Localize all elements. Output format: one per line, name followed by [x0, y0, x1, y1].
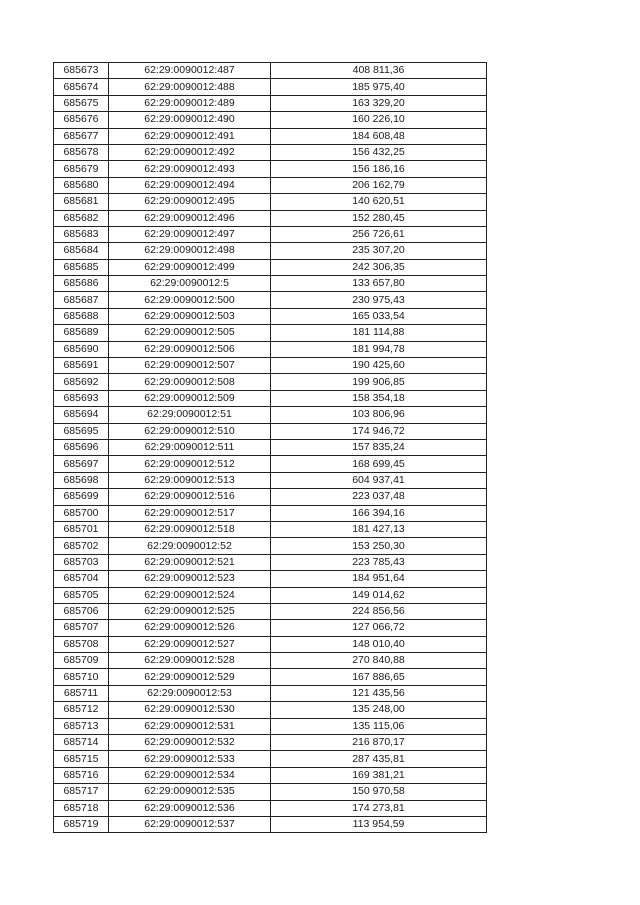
row-number-cell: 685686	[54, 276, 109, 292]
value-cell: 103 806,96	[271, 407, 487, 423]
value-cell: 216 870,17	[271, 735, 487, 751]
row-number-cell: 685696	[54, 439, 109, 455]
value-cell: 184 608,48	[271, 128, 487, 144]
value-cell: 113 954,59	[271, 816, 487, 832]
row-number-cell: 685701	[54, 521, 109, 537]
cadastral-number-cell: 62:29:0090012:530	[109, 702, 271, 718]
row-number-cell: 685698	[54, 472, 109, 488]
row-number-cell: 685709	[54, 653, 109, 669]
cadastral-number-cell: 62:29:0090012:490	[109, 112, 271, 128]
value-cell: 223 785,43	[271, 554, 487, 570]
table-row	[54, 489, 487, 505]
value-cell: 174 946,72	[271, 423, 487, 439]
cadastral-number-cell: 62:29:0090012:513	[109, 472, 271, 488]
cadastral-number-cell: 62:29:0090012:494	[109, 177, 271, 193]
table-row	[54, 63, 487, 79]
value-cell: 135 115,06	[271, 718, 487, 734]
value-cell: 181 994,78	[271, 341, 487, 357]
cadastral-number-cell: 62:29:0090012:536	[109, 800, 271, 816]
cadastral-number-cell: 62:29:0090012:521	[109, 554, 271, 570]
table-row	[54, 767, 487, 783]
row-number-cell: 685673	[54, 63, 109, 79]
row-number-cell: 685692	[54, 374, 109, 390]
row-number-cell: 685693	[54, 390, 109, 406]
cadastral-number-cell: 62:29:0090012:516	[109, 489, 271, 505]
cadastral-number-cell: 62:29:0090012:509	[109, 390, 271, 406]
value-cell: 270 840,88	[271, 653, 487, 669]
row-number-cell: 685675	[54, 95, 109, 111]
cadastral-number-cell: 62:29:0090012:495	[109, 194, 271, 210]
cadastral-number-cell: 62:29:0090012:512	[109, 456, 271, 472]
table-row	[54, 161, 487, 177]
row-number-cell: 685707	[54, 620, 109, 636]
cadastral-number-cell: 62:29:0090012:489	[109, 95, 271, 111]
table-row	[54, 325, 487, 341]
cadastral-number-cell: 62:29:0090012:525	[109, 603, 271, 619]
table-row	[54, 407, 487, 423]
cadastral-value-table	[53, 62, 487, 833]
value-cell: 168 699,45	[271, 456, 487, 472]
cadastral-number-cell: 62:29:0090012:529	[109, 669, 271, 685]
table-row	[54, 358, 487, 374]
row-number-cell: 685677	[54, 128, 109, 144]
table-row	[54, 571, 487, 587]
table-row	[54, 554, 487, 570]
value-cell: 174 273,81	[271, 800, 487, 816]
table-row	[54, 456, 487, 472]
value-cell: 127 066,72	[271, 620, 487, 636]
cadastral-number-cell: 62:29:0090012:531	[109, 718, 271, 734]
value-cell: 135 248,00	[271, 702, 487, 718]
row-number-cell: 685716	[54, 767, 109, 783]
table-row	[54, 276, 487, 292]
table-row	[54, 800, 487, 816]
row-number-cell: 685694	[54, 407, 109, 423]
value-cell: 242 306,35	[271, 259, 487, 275]
cadastral-number-cell: 62:29:0090012:492	[109, 144, 271, 160]
table-row	[54, 538, 487, 554]
cadastral-number-cell: 62:29:0090012:51	[109, 407, 271, 423]
table-row	[54, 226, 487, 242]
row-number-cell: 685710	[54, 669, 109, 685]
cadastral-number-cell: 62:29:0090012:523	[109, 571, 271, 587]
table-row	[54, 259, 487, 275]
table-row	[54, 243, 487, 259]
row-number-cell: 685683	[54, 226, 109, 242]
cadastral-number-cell: 62:29:0090012:506	[109, 341, 271, 357]
cadastral-number-cell: 62:29:0090012:498	[109, 243, 271, 259]
row-number-cell: 685719	[54, 816, 109, 832]
value-cell: 224 856,56	[271, 603, 487, 619]
row-number-cell: 685706	[54, 603, 109, 619]
cadastral-number-cell: 62:29:0090012:499	[109, 259, 271, 275]
row-number-cell: 685690	[54, 341, 109, 357]
cadastral-number-cell: 62:29:0090012:535	[109, 784, 271, 800]
cadastral-number-cell: 62:29:0090012:527	[109, 636, 271, 652]
cadastral-number-cell: 62:29:0090012:491	[109, 128, 271, 144]
row-number-cell: 685718	[54, 800, 109, 816]
value-cell: 235 307,20	[271, 243, 487, 259]
row-number-cell: 685680	[54, 177, 109, 193]
row-number-cell: 685695	[54, 423, 109, 439]
table-row	[54, 210, 487, 226]
cadastral-number-cell: 62:29:0090012:503	[109, 308, 271, 324]
table-row	[54, 112, 487, 128]
value-cell: 199 906,85	[271, 374, 487, 390]
table-row	[54, 669, 487, 685]
row-number-cell: 685708	[54, 636, 109, 652]
row-number-cell: 685715	[54, 751, 109, 767]
value-cell: 149 014,62	[271, 587, 487, 603]
value-cell: 148 010,40	[271, 636, 487, 652]
value-cell: 256 726,61	[271, 226, 487, 242]
cadastral-number-cell: 62:29:0090012:517	[109, 505, 271, 521]
table-row	[54, 751, 487, 767]
table-row	[54, 653, 487, 669]
value-cell: 156 186,16	[271, 161, 487, 177]
cadastral-number-cell: 62:29:0090012:52	[109, 538, 271, 554]
cadastral-number-cell: 62:29:0090012:526	[109, 620, 271, 636]
row-number-cell: 685714	[54, 735, 109, 751]
table-row	[54, 423, 487, 439]
value-cell: 223 037,48	[271, 489, 487, 505]
row-number-cell: 685679	[54, 161, 109, 177]
row-number-cell: 685712	[54, 702, 109, 718]
table-row	[54, 816, 487, 832]
cadastral-number-cell: 62:29:0090012:537	[109, 816, 271, 832]
cadastral-number-cell: 62:29:0090012:497	[109, 226, 271, 242]
table-row	[54, 735, 487, 751]
table-row	[54, 685, 487, 701]
value-cell: 152 280,45	[271, 210, 487, 226]
table-row	[54, 784, 487, 800]
table-row	[54, 308, 487, 324]
cadastral-number-cell: 62:29:0090012:53	[109, 685, 271, 701]
table-row	[54, 603, 487, 619]
value-cell: 150 970,58	[271, 784, 487, 800]
cadastral-number-cell: 62:29:0090012:533	[109, 751, 271, 767]
row-number-cell: 685678	[54, 144, 109, 160]
value-cell: 153 250,30	[271, 538, 487, 554]
value-cell: 185 975,40	[271, 79, 487, 95]
value-cell: 230 975,43	[271, 292, 487, 308]
row-number-cell: 685704	[54, 571, 109, 587]
cadastral-number-cell: 62:29:0090012:505	[109, 325, 271, 341]
row-number-cell: 685688	[54, 308, 109, 324]
table-row	[54, 439, 487, 455]
value-cell: 133 657,80	[271, 276, 487, 292]
row-number-cell: 685676	[54, 112, 109, 128]
row-number-cell: 685681	[54, 194, 109, 210]
cadastral-number-cell: 62:29:0090012:5	[109, 276, 271, 292]
value-cell: 206 162,79	[271, 177, 487, 193]
cadastral-number-cell: 62:29:0090012:508	[109, 374, 271, 390]
cadastral-number-cell: 62:29:0090012:534	[109, 767, 271, 783]
table-row	[54, 194, 487, 210]
cadastral-number-cell: 62:29:0090012:487	[109, 63, 271, 79]
cadastral-number-cell: 62:29:0090012:518	[109, 521, 271, 537]
cadastral-number-cell: 62:29:0090012:524	[109, 587, 271, 603]
value-cell: 181 427,13	[271, 521, 487, 537]
row-number-cell: 685685	[54, 259, 109, 275]
cadastral-number-cell: 62:29:0090012:528	[109, 653, 271, 669]
table-row	[54, 144, 487, 160]
cadastral-number-cell: 62:29:0090012:493	[109, 161, 271, 177]
value-cell: 157 835,24	[271, 439, 487, 455]
row-number-cell: 685689	[54, 325, 109, 341]
value-cell: 165 033,54	[271, 308, 487, 324]
value-cell: 160 226,10	[271, 112, 487, 128]
value-cell: 156 432,25	[271, 144, 487, 160]
table-row	[54, 390, 487, 406]
value-cell: 163 329,20	[271, 95, 487, 111]
table-row	[54, 620, 487, 636]
row-number-cell: 685711	[54, 685, 109, 701]
cadastral-number-cell: 62:29:0090012:532	[109, 735, 271, 751]
row-number-cell: 685691	[54, 358, 109, 374]
value-cell: 184 951,64	[271, 571, 487, 587]
table-row	[54, 702, 487, 718]
value-cell: 169 381,21	[271, 767, 487, 783]
value-cell: 140 620,51	[271, 194, 487, 210]
row-number-cell: 685699	[54, 489, 109, 505]
value-cell: 167 886,65	[271, 669, 487, 685]
row-number-cell: 685713	[54, 718, 109, 734]
cadastral-number-cell: 62:29:0090012:511	[109, 439, 271, 455]
value-cell: 166 394,16	[271, 505, 487, 521]
table-row	[54, 341, 487, 357]
table-body	[54, 63, 487, 833]
row-number-cell: 685705	[54, 587, 109, 603]
table-row	[54, 177, 487, 193]
table-row	[54, 292, 487, 308]
table-row	[54, 128, 487, 144]
cadastral-number-cell: 62:29:0090012:507	[109, 358, 271, 374]
cadastral-number-cell: 62:29:0090012:500	[109, 292, 271, 308]
table-row	[54, 472, 487, 488]
value-cell: 158 354,18	[271, 390, 487, 406]
value-cell: 287 435,81	[271, 751, 487, 767]
cadastral-number-cell: 62:29:0090012:496	[109, 210, 271, 226]
row-number-cell: 685717	[54, 784, 109, 800]
row-number-cell: 685700	[54, 505, 109, 521]
table-row	[54, 95, 487, 111]
table-row	[54, 505, 487, 521]
table-row	[54, 521, 487, 537]
table-row	[54, 636, 487, 652]
value-cell: 408 811,36	[271, 63, 487, 79]
cadastral-number-cell: 62:29:0090012:510	[109, 423, 271, 439]
row-number-cell: 685684	[54, 243, 109, 259]
row-number-cell: 685703	[54, 554, 109, 570]
cadastral-number-cell: 62:29:0090012:488	[109, 79, 271, 95]
value-cell: 604 937,41	[271, 472, 487, 488]
row-number-cell: 685687	[54, 292, 109, 308]
table-row	[54, 718, 487, 734]
row-number-cell: 685702	[54, 538, 109, 554]
value-cell: 181 114,88	[271, 325, 487, 341]
row-number-cell: 685682	[54, 210, 109, 226]
value-cell: 121 435,56	[271, 685, 487, 701]
value-cell: 190 425,60	[271, 358, 487, 374]
row-number-cell: 685697	[54, 456, 109, 472]
table-row	[54, 374, 487, 390]
row-number-cell: 685674	[54, 79, 109, 95]
table-row	[54, 587, 487, 603]
table-row	[54, 79, 487, 95]
